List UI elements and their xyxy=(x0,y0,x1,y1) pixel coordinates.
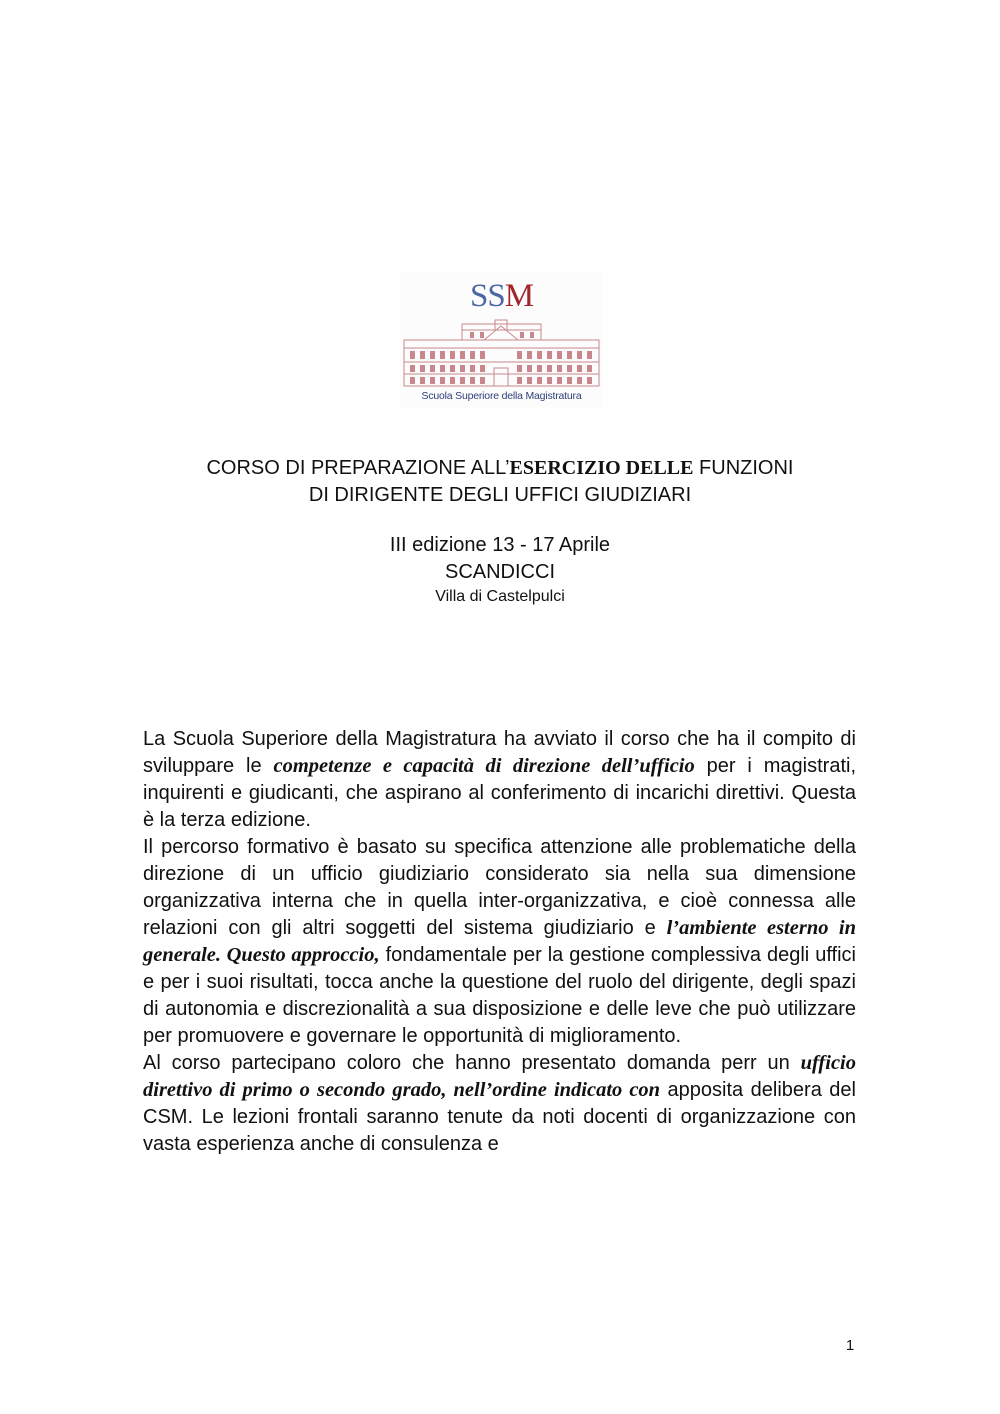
event-venue: Villa di Castelpulci xyxy=(435,588,565,605)
page-number: 1 xyxy=(845,1337,855,1354)
body-text xyxy=(143,726,856,1158)
logo-letters: SSM xyxy=(469,278,534,314)
paragraph-participants: Al corso partecipano coloro che hanno presentato domanda perr un ufficio direttivo di primo o secondo grado, nell’ordine indicato con apposita delibera del CSM. Le lezioni frontali saranno tenute da noti docenti di organizzazione con vasta esperienza anche di consulenza e xyxy=(143,1052,856,1155)
paragraph-course-path: Il percorso formativo è basato su specifica attenzione alle problematiche della direzione di un ufficio giudiziario considerato sia nella sua dimensione organizzativa interna che in quella inter-organizzativa, e cioè connessa alle relazioni con gli altri soggetti del sistema giudiziario e l’ambiente esterno in generale. Questo approccio, fondamentale per la gestione complessiva degli uffici e per i suoi risultati, tocca anche la questione del ruolo del dirigente, degli spazi di autonomia e discrezionalità a sua disposizione e delle leve che può utilizzare per promuovere e governare le opportunità di miglioramento. xyxy=(143,836,856,1047)
ssm-logo xyxy=(400,272,603,408)
villa-building-drawing xyxy=(402,318,601,388)
edition-dates: III edizione 13 - 17 Aprile xyxy=(389,534,611,556)
course-title: CORSO DI PREPARAZIONE ALL’ESERCIZIO DELLE FUNZIONI DI DIRIGENTE DEGLI UFFICI GIUDIZIARI xyxy=(206,457,794,506)
paragraph-intro: La Scuola Superiore della Magistratura ha avviato il corso che ha il compito di sviluppare le competenze e capacità di direzione dell’ufficio per i magistrati, inquirenti e giudicanti, che aspirano al conferimento di incarichi direttivi. Questa è la terza edizione. xyxy=(143,728,856,831)
logo-caption: Scuola Superiore della Magistratura xyxy=(421,390,582,402)
event-city: SCANDICCI xyxy=(444,561,555,583)
